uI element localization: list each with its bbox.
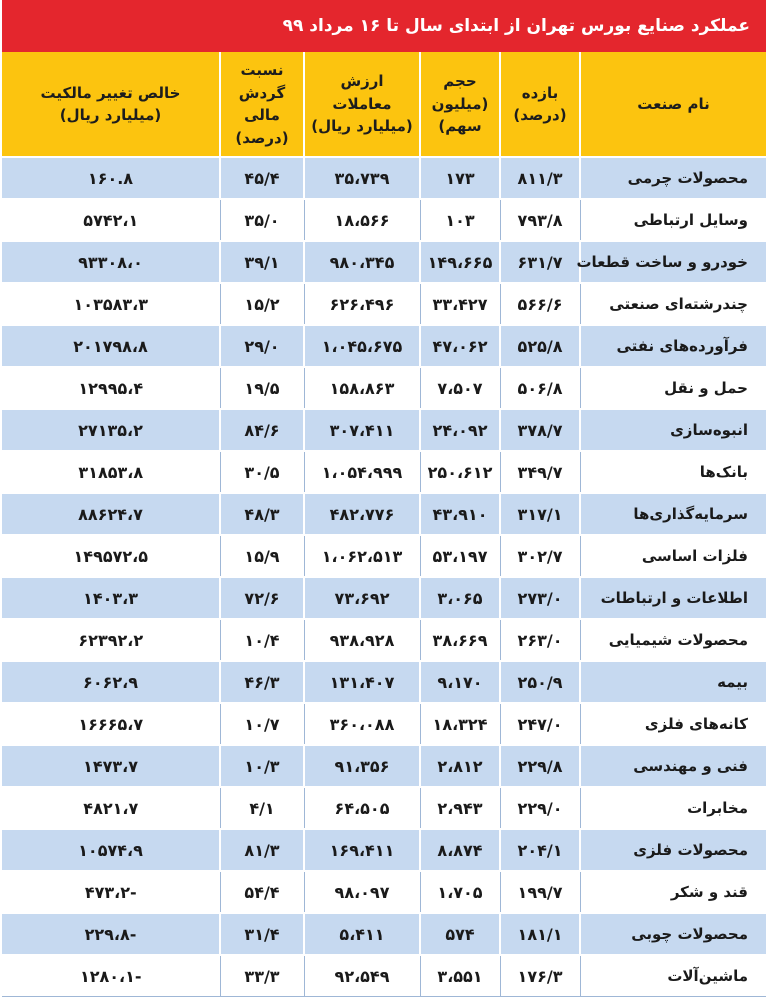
cell-net: ۱۴۰۳،۳ xyxy=(2,577,220,619)
cell-volume: ۱۰۳ xyxy=(420,199,500,241)
cell-turnover: ۴/۱ xyxy=(220,787,304,829)
cell-turnover: ۵۴/۴ xyxy=(220,871,304,913)
cell-value: ۱۳۱،۴۰۷ xyxy=(304,661,420,703)
cell-volume: ۲۵۰،۶۱۲ xyxy=(420,451,500,493)
cell-turnover: ۳۰/۵ xyxy=(220,451,304,493)
table-row xyxy=(2,577,766,619)
cell-volume: ۱۷۳ xyxy=(420,157,500,199)
cell-value: ۳۵،۷۳۹ xyxy=(304,157,420,199)
table-row xyxy=(2,493,766,535)
cell-turnover: ۳۳/۳ xyxy=(220,955,304,997)
cell-value: ۳۶۰،۰۸۸ xyxy=(304,703,420,745)
cell-value: ۶۴،۵۰۵ xyxy=(304,787,420,829)
report-table-container xyxy=(2,0,766,997)
cell-return: ۲۶۳/۰ xyxy=(500,619,580,661)
cell-value: ۵،۴۱۱ xyxy=(304,913,420,955)
table-row xyxy=(2,619,766,661)
cell-net: ۱۲۹۹۵،۴ xyxy=(2,367,220,409)
cell-volume: ۳،۰۶۵ xyxy=(420,577,500,619)
cell-return: ۲۴۷/۰ xyxy=(500,703,580,745)
cell-net: ۴۸۲۱،۷ xyxy=(2,787,220,829)
table-row xyxy=(2,367,766,409)
cell-industry: اطلاعات و ارتباطات xyxy=(580,577,766,619)
cell-volume: ۵۷۴ xyxy=(420,913,500,955)
cell-volume: ۱،۷۰۵ xyxy=(420,871,500,913)
cell-industry: کانه‌های فلزی xyxy=(580,703,766,745)
cell-value: ۷۳،۶۹۲ xyxy=(304,577,420,619)
cell-return: ۲۲۹/۰ xyxy=(500,787,580,829)
table-row xyxy=(2,451,766,493)
cell-return: ۵۰۶/۸ xyxy=(500,367,580,409)
cell-industry: فلزات اساسی xyxy=(580,535,766,577)
cell-industry: مخابرات xyxy=(580,787,766,829)
cell-return: ۳۷۸/۷ xyxy=(500,409,580,451)
cell-turnover: ۱۰/۳ xyxy=(220,745,304,787)
cell-turnover: ۱۹/۵ xyxy=(220,367,304,409)
cell-volume: ۴۷،۰۶۲ xyxy=(420,325,500,367)
cell-return: ۳۴۹/۷ xyxy=(500,451,580,493)
cell-industry: محصولات چرمی xyxy=(580,157,766,199)
cell-value: ۶۲۶،۴۹۶ xyxy=(304,283,420,325)
header-industry: نام صنعت xyxy=(580,52,766,157)
cell-industry: چندرشته‌ای صنعتی xyxy=(580,283,766,325)
cell-net: -۱۲۸۰،۱ xyxy=(2,955,220,997)
cell-net: ۸۸۶۲۴،۷ xyxy=(2,493,220,535)
cell-industry: فنی و مهندسی xyxy=(580,745,766,787)
cell-turnover: ۱۵/۹ xyxy=(220,535,304,577)
cell-return: ۲۲۹/۸ xyxy=(500,745,580,787)
cell-industry: حمل و نقل xyxy=(580,367,766,409)
cell-return: ۲۰۴/۱ xyxy=(500,829,580,871)
cell-return: ۳۱۷/۱ xyxy=(500,493,580,535)
cell-net: -۴۷۳،۲ xyxy=(2,871,220,913)
cell-net: ۱۰۳۵۸۳،۳ xyxy=(2,283,220,325)
cell-volume: ۲،۸۱۲ xyxy=(420,745,500,787)
cell-turnover: ۸۱/۳ xyxy=(220,829,304,871)
cell-turnover: ۳۹/۱ xyxy=(220,241,304,283)
header-row xyxy=(2,52,766,157)
cell-return: ۱۸۱/۱ xyxy=(500,913,580,955)
cell-turnover: ۳۵/۰ xyxy=(220,199,304,241)
cell-industry: قند و شکر xyxy=(580,871,766,913)
cell-net: ۶۲۳۹۲،۲ xyxy=(2,619,220,661)
cell-value: ۴۸۲،۷۷۶ xyxy=(304,493,420,535)
cell-value: ۳۰۷،۴۱۱ xyxy=(304,409,420,451)
cell-return: ۱۹۹/۷ xyxy=(500,871,580,913)
table-row xyxy=(2,409,766,451)
cell-turnover: ۴۵/۴ xyxy=(220,157,304,199)
cell-volume: ۸،۸۷۴ xyxy=(420,829,500,871)
cell-net: ۵۷۴۲،۱ xyxy=(2,199,220,241)
cell-return: ۱۷۶/۳ xyxy=(500,955,580,997)
cell-industry: محصولات شیمیایی xyxy=(580,619,766,661)
cell-return: ۲۷۳/۰ xyxy=(500,577,580,619)
cell-net: ۲۰۱۷۹۸،۸ xyxy=(2,325,220,367)
cell-value: ۱۵۸،۸۶۳ xyxy=(304,367,420,409)
cell-industry: انبوه‌سازی xyxy=(580,409,766,451)
table-row xyxy=(2,241,766,283)
table-row xyxy=(2,745,766,787)
cell-net: ۶۰۶۲،۹ xyxy=(2,661,220,703)
table-title: عملکرد صنایع بورس تهران از ابتدای سال تا ۱۶ مرداد ۹۹ xyxy=(2,0,766,52)
cell-net: ۳۱۸۵۳،۸ xyxy=(2,451,220,493)
cell-value: ۱،۰۶۲،۵۱۳ xyxy=(304,535,420,577)
table-row xyxy=(2,661,766,703)
cell-turnover: ۴۸/۳ xyxy=(220,493,304,535)
table-row xyxy=(2,199,766,241)
cell-volume: ۷،۵۰۷ xyxy=(420,367,500,409)
cell-value: ۱،۰۵۴،۹۹۹ xyxy=(304,451,420,493)
industry-performance-table xyxy=(2,52,766,997)
cell-volume: ۳۳،۴۲۷ xyxy=(420,283,500,325)
table-row xyxy=(2,955,766,997)
table-row xyxy=(2,157,766,199)
cell-value: ۹۸،۰۹۷ xyxy=(304,871,420,913)
cell-net: ۲۷۱۳۵،۲ xyxy=(2,409,220,451)
table-row xyxy=(2,913,766,955)
cell-turnover: ۴۶/۳ xyxy=(220,661,304,703)
cell-turnover: ۱۰/۴ xyxy=(220,619,304,661)
cell-volume: ۲۴،۰۹۲ xyxy=(420,409,500,451)
cell-volume: ۵۳،۱۹۷ xyxy=(420,535,500,577)
cell-volume: ۱۸،۳۲۴ xyxy=(420,703,500,745)
cell-net: -۲۲۹،۸ xyxy=(2,913,220,955)
cell-return: ۸۱۱/۳ xyxy=(500,157,580,199)
cell-return: ۲۵۰/۹ xyxy=(500,661,580,703)
cell-industry: محصولات فلزی xyxy=(580,829,766,871)
header-turnover: نسبت گردش مالی (درصد) xyxy=(220,52,304,157)
cell-net: ۱۶۶۶۵،۷ xyxy=(2,703,220,745)
header-net-ownership-change: خالص تغییر مالکیت (میلیارد ریال) xyxy=(2,52,220,157)
table-row xyxy=(2,871,766,913)
cell-return: ۵۶۶/۶ xyxy=(500,283,580,325)
cell-turnover: ۳۱/۴ xyxy=(220,913,304,955)
cell-volume: ۳۸،۶۶۹ xyxy=(420,619,500,661)
header-value: ارزش معاملات (میلیارد ریال) xyxy=(304,52,420,157)
cell-value: ۹۲،۵۴۹ xyxy=(304,955,420,997)
cell-value: ۱۸،۵۶۶ xyxy=(304,199,420,241)
cell-industry: وسایل ارتباطی xyxy=(580,199,766,241)
cell-return: ۳۰۲/۷ xyxy=(500,535,580,577)
cell-volume: ۱۴۹،۶۶۵ xyxy=(420,241,500,283)
cell-turnover: ۱۰/۷ xyxy=(220,703,304,745)
table-row xyxy=(2,325,766,367)
cell-return: ۶۳۱/۷ xyxy=(500,241,580,283)
cell-industry: خودرو و ساخت قطعات xyxy=(580,241,766,283)
cell-return: ۷۹۳/۸ xyxy=(500,199,580,241)
cell-industry: فرآورده‌های نفتی xyxy=(580,325,766,367)
cell-turnover: ۷۲/۶ xyxy=(220,577,304,619)
cell-net: ۱۴۷۳،۷ xyxy=(2,745,220,787)
cell-industry: سرمایه‌گذاری‌ها xyxy=(580,493,766,535)
cell-net: ۱۴۹۵۷۲،۵ xyxy=(2,535,220,577)
table-body xyxy=(2,157,766,997)
cell-industry: بیمه xyxy=(580,661,766,703)
table-row xyxy=(2,703,766,745)
table-row xyxy=(2,535,766,577)
table-row xyxy=(2,787,766,829)
header-volume: حجم (میلیون سهم) xyxy=(420,52,500,157)
cell-volume: ۴۳،۹۱۰ xyxy=(420,493,500,535)
cell-turnover: ۲۹/۰ xyxy=(220,325,304,367)
cell-value: ۹۸۰،۳۴۵ xyxy=(304,241,420,283)
cell-return: ۵۲۵/۸ xyxy=(500,325,580,367)
cell-turnover: ۱۵/۲ xyxy=(220,283,304,325)
cell-net: ۱۶۰.۸ xyxy=(2,157,220,199)
cell-value: ۱،۰۴۵،۶۷۵ xyxy=(304,325,420,367)
cell-volume: ۳،۵۵۱ xyxy=(420,955,500,997)
cell-value: ۹۱،۳۵۶ xyxy=(304,745,420,787)
cell-volume: ۹،۱۷۰ xyxy=(420,661,500,703)
cell-net: ۹۳۳۰۸،۰ xyxy=(2,241,220,283)
table-row xyxy=(2,829,766,871)
cell-industry: محصولات چوبی xyxy=(580,913,766,955)
cell-turnover: ۸۴/۶ xyxy=(220,409,304,451)
header-return: بازده (درصد) xyxy=(500,52,580,157)
table-row xyxy=(2,283,766,325)
cell-value: ۹۳۸،۹۲۸ xyxy=(304,619,420,661)
cell-industry: ماشین‌آلات xyxy=(580,955,766,997)
cell-volume: ۲،۹۴۳ xyxy=(420,787,500,829)
cell-industry: بانک‌ها xyxy=(580,451,766,493)
cell-value: ۱۶۹،۴۱۱ xyxy=(304,829,420,871)
cell-net: ۱۰۵۷۴،۹ xyxy=(2,829,220,871)
